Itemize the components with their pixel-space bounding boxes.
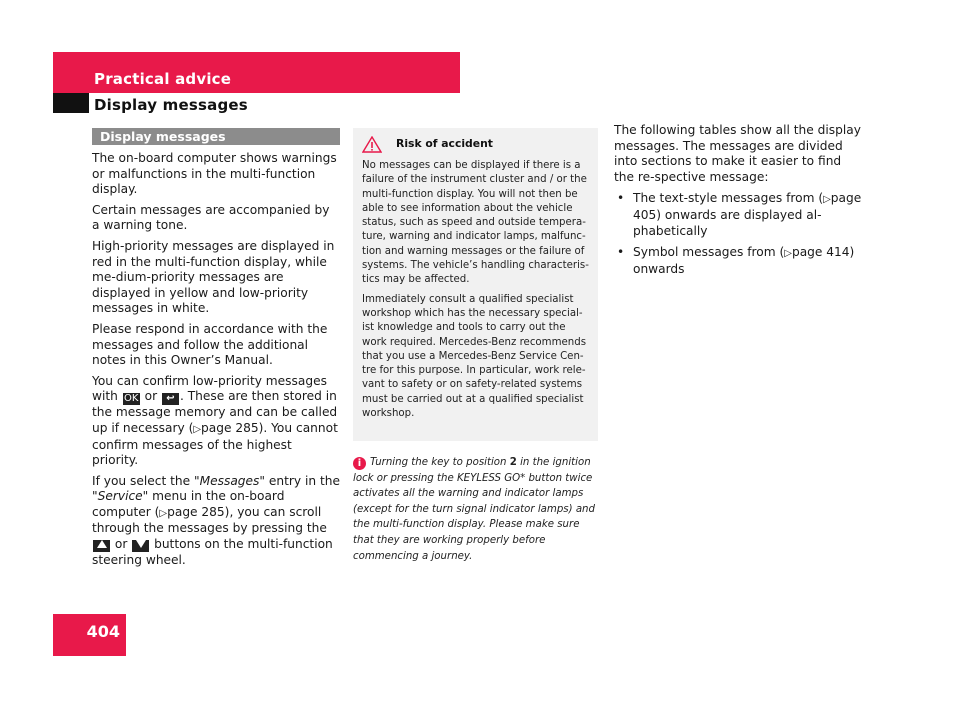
- warning-paragraph: Immediately consult a qualified specialist workshop which has the necessary special-ist knowledge and tools to carry out the work required. Mercedes-Benz recommends that you use a Mercedes-Benz Service Cen-tre for this purpose. In particular, work rele-vant to safety or on safety-related systems must be carried out at a qualified specialist workshop.: [362, 293, 587, 420]
- warning-triangle-icon: [362, 136, 382, 153]
- page-ref-arrow-icon: ▷: [784, 248, 792, 260]
- warning-paragraph: No messages can be displayed if there is a failure of the instrument cluster and / or the multi-function display. You will not then be able to see information about the vehicle status, such as speed and outside tempera-ture, warning and indicator lamps, malfunc-tion and warning messages or the failure of systems. The vehicle’s handling characteris-tics may be affected.: [362, 160, 589, 286]
- column-left: [92, 128, 340, 573]
- info-note: i Turning the key to position 2 in the ignition lock or pressing the KEYLESS GO* button twice activates all the warning and indicator lamps (except for the turn signal indicator lamps) and the multi-function display. Please make sure that they are working properly before commencing a journey.: [353, 457, 595, 562]
- key-position: 2: [509, 457, 517, 468]
- paragraph: The on-board computer shows warnings or malfunctions in the multi-function display.: [92, 151, 337, 197]
- menu-service: "Service": [92, 489, 149, 504]
- ok-button-icon: OK: [124, 393, 139, 405]
- column-heading: Display messages: [92, 128, 340, 145]
- paragraph: Certain messages are accompanied by a warning tone.: [92, 202, 330, 233]
- warning-header: [362, 136, 590, 153]
- page-number: 404: [53, 614, 126, 656]
- info-icon: i: [353, 457, 366, 470]
- list-item: • The text-style messages from (▷page 405) onwards are displayed al-phabetically: [614, 191, 864, 239]
- subsection-title: Display messages: [94, 96, 248, 114]
- menu-messages: "Messages": [194, 473, 265, 488]
- warning-title: Risk of accident: [396, 137, 493, 151]
- subsection-marker: [53, 93, 89, 113]
- paragraph-confirm: You can confirm low-priority messages with OK or ↩ . These are then stored in the message memory and can be called up if necessary (▷page 285). You cannot confirm messages of the highest priority.: [92, 373, 338, 468]
- section-title: Practical advice: [94, 70, 232, 88]
- paragraph: Please respond in accordance with the messages and follow the additional notes in this Owner’s Manual.: [92, 321, 328, 368]
- back-button-icon: ↩: [162, 393, 179, 405]
- column-right: [614, 123, 864, 283]
- page-ref-arrow-icon: ▷: [159, 507, 168, 519]
- intro-paragraph: The following tables show all the display messages. The messages are divided into sections to make it easier to find the re-spective message:: [614, 123, 861, 184]
- page-ref-arrow-icon: ▷: [193, 423, 202, 435]
- page-ref-arrow-icon: ▷: [823, 194, 831, 206]
- down-button-icon: [132, 540, 149, 552]
- warning-box: [353, 128, 598, 441]
- up-button-icon: [93, 540, 110, 552]
- paragraph-scroll: If you select the "Messages" entry in the "Service" menu in the on-board computer (▷page 285), you can scroll through the messages by pressing the or buttons on the multi-function steering wheel.: [92, 473, 340, 567]
- bullet-list: [614, 191, 864, 277]
- paragraph: High-priority messages are displayed in red in the multi-function display, while me-dium-priority messages are displayed in yellow and low-priority messages in white.: [92, 238, 335, 316]
- list-item: • Symbol messages from (▷page 414) onwards: [614, 245, 864, 277]
